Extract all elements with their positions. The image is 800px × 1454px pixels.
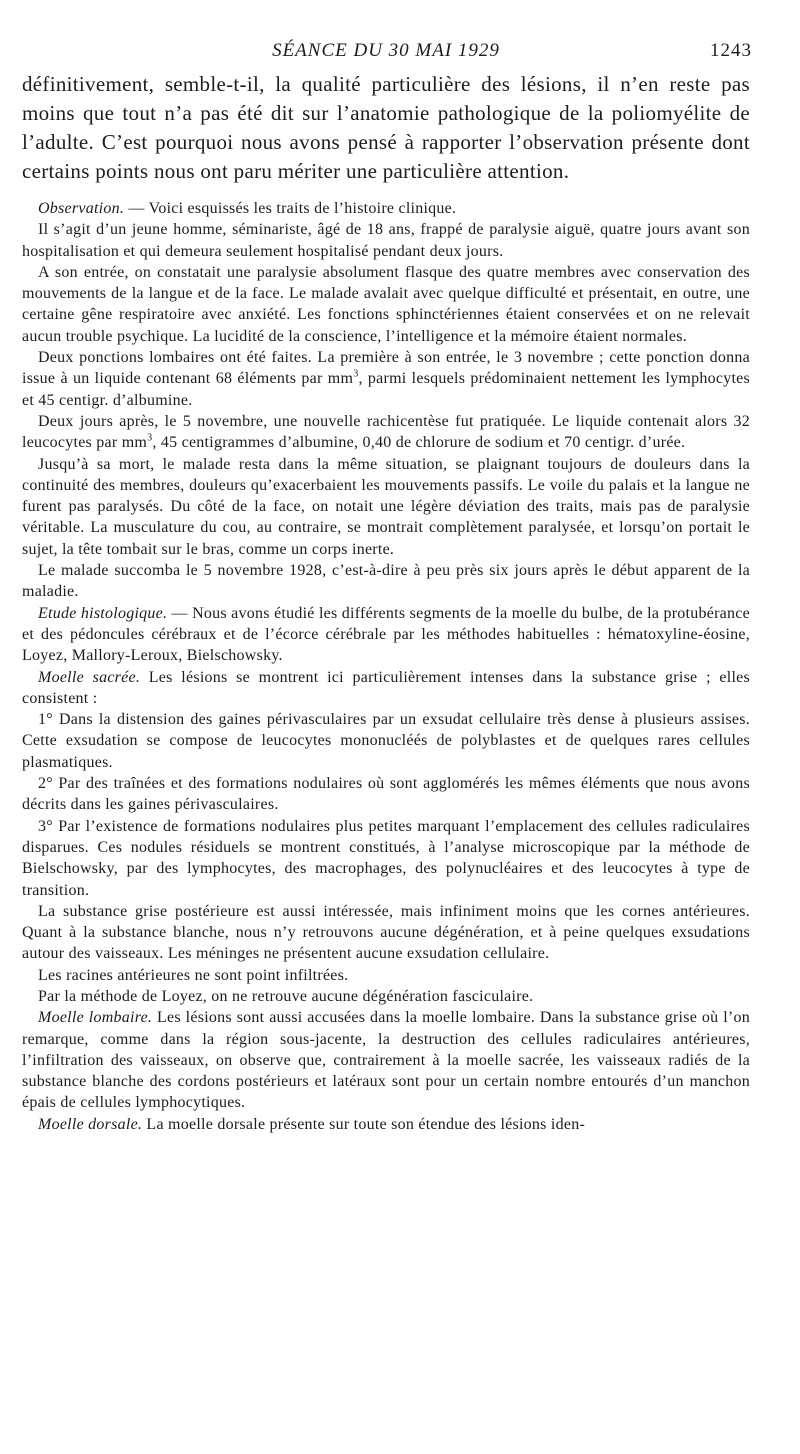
paragraph-until-death: Jusqu’à sa mort, le malade resta dans la même situation, se plaignant toujours de douleurs dans la continuité des membres, douleurs qu’exacerbaient les mouvements passifs. Le voile du palais et la langue ne furent pas paralysés. Du côté de la face, on notait une légère déviation des traits, mais pas de paralysie véritable. La musculature du cou, au contraire, se montrait complètement paralysée, et lorsqu’on portait le sujet, la tête tombait sur le bras, comme un corps inerte.: [22, 455, 750, 558]
paragraph-posterior-grey: La substance grise postérieure est aussi intéressée, mais infiniment moins que les cornes antérieures. Quant à la substance blanche, nous n’y retrouvons aucune dégénération, et à peine quelques exsudations autour des vaisseaux. Les méninges ne présentent aucune exsudation cellulaire.: [22, 902, 750, 963]
p3-text-b: , parmi lesquels prédominaient nettement les lymphocytes et 45 centigr. d’albumine.: [22, 370, 751, 409]
header-title: SÉANCE DU 30 MAI 1929: [272, 40, 500, 61]
lumbar-label: Moelle lombaire.: [38, 1009, 153, 1027]
sacral-label: Moelle sacrée.: [38, 668, 141, 686]
dorsal-text: La moelle dorsale présente sur toute son étendue des lésions iden-: [142, 1115, 586, 1133]
observation-text: — Voici esquissés les traits de l’histoire clinique.: [124, 200, 457, 217]
paragraph-lesion-1: 1° Dans la distension des gaines périvasculaires par un exsudat cellulaire très dense à plusieurs assises. Cette exsudation se compose de leucocytes mononucléés de polyblastes et de quelques rares cellules plasmatiques.: [22, 711, 750, 771]
observation-label: Observation.: [38, 200, 125, 217]
paragraph-second-puncture: [22, 411, 750, 454]
paragraph-histology: [22, 603, 750, 667]
page-number: 1243: [710, 40, 752, 61]
paragraph-entry-state: A son entrée, on constatait une paralysie absolument flasque des quatre membres avec conservation des mouvements de la langue et de la face. Le malade avalait avec quelque difficulté et présentait, en outre, une certaine gêne respiratoire avec anxiété. Les fonctions sphinctériennes étaient conservées et on ne relevait aucun trouble psychique. La lucidité de la conscience, l’intelligence et la mémoire étaient normales.: [22, 263, 750, 345]
p4-text-a: Deux jours après, le 5 novembre, une nouvelle rachicentèse fut pratiquée. Le liquide contenait alors 32 leucocytes par mm: [22, 412, 750, 452]
paragraph-loyez: Par la méthode de Loyez, on ne retrouve aucune dégénération fasciculaire.: [38, 987, 534, 1005]
lumbar-text: Les lésions sont aussi accusées dans la moelle lombaire. Dans la substance grise où l’on remarque, comme dans la région sous-jacente, la destruction des cellules radiculaires antérieures, l’infiltration des vaisseaux, on observe que, contrairement à la moelle sacrée, les vaisseaux radiés de la substance blanche des cordons postérieurs et latéraux sont pour un certain nombre entourés d’un manchon épais de cellules lymphocytiques.: [22, 1009, 751, 1112]
paragraph-lesion-2: 2° Par des traînées et des formations nodulaires où sont agglomérés les mêmes éléments que nous avons décrits dans les gaines périvasculaires.: [22, 775, 750, 814]
histology-text: — Nous avons étudié les différents segments de la moelle du bulbe, de la protubérance et des pédoncules cérébraux et de l’écorce cérébrale par les méthodes habituelles : hématoxyline-éosine, Loyez, Mallory-Leroux, Bielschowsky.: [22, 604, 750, 665]
p3-text-a: Deux ponctions lombaires ont été faites. La première à son entrée, le 3 novembre ; cette ponction donna issue à un liquide contenant 68 éléments par mm: [22, 349, 750, 388]
body-text: [22, 198, 750, 1135]
paragraph-lumbar-cord: [22, 1007, 750, 1113]
paragraph-patient: Il s’agit d’un jeune homme, séminariste, âgé de 18 ans, frappé de paralysie aiguë, quatre jours avant son hospitalisation et qui demeura seulement hospitalisé pendant deux jours.: [22, 221, 750, 260]
running-header: [22, 40, 750, 70]
paragraph-dorsal-cord: [22, 1114, 750, 1135]
paragraph-roots: Les racines antérieures ne sont point infiltrées.: [38, 966, 349, 984]
p4-superscript: 3: [147, 432, 153, 444]
p4-text-b: , 45 centigrammes d’albumine, 0,40 de chlorure de sodium et 70 centigr. d’urée.: [152, 434, 686, 452]
observation-paragraph: [22, 198, 750, 219]
dorsal-label: Moelle dorsale.: [38, 1115, 143, 1133]
paragraph-death: Le malade succomba le 5 novembre 1928, c’est-à-dire à peu près six jours après le début apparent de la maladie.: [22, 562, 750, 601]
histology-label: Etude histologique.: [38, 604, 168, 622]
lead-paragraph: définitivement, semble-t-il, la qualité particulière des lésions, il n’en reste pas moins que tout n’a pas été dit sur l’anatomie pathologique de la poliomyélite de l’adulte. C’est pourquoi nous avons pensé à rapporter l’observation présente dont certains points nous ont paru mériter une particulière attention.: [22, 72, 750, 183]
paragraph-lumbar-punctures: [22, 347, 750, 411]
sacral-text: Les lésions se montrent ici particulièrement intenses dans la substance grise ; elles consistent :: [22, 668, 750, 707]
page: [22, 40, 750, 1135]
paragraph-sacral-cord: [22, 667, 750, 710]
p3-superscript: 3: [353, 369, 359, 381]
paragraph-lesion-3: 3° Par l’existence de formations nodulaires plus petites marquant l’emplacement des cellules radiculaires disparues. Ces nodules résiduels se montrent constitués, à l’analyse microscopique par la méthode de Bielschowsky, par des lymphocytes, des macrophages, des polynucléaires et des leucocytes à type de transition.: [22, 817, 750, 899]
